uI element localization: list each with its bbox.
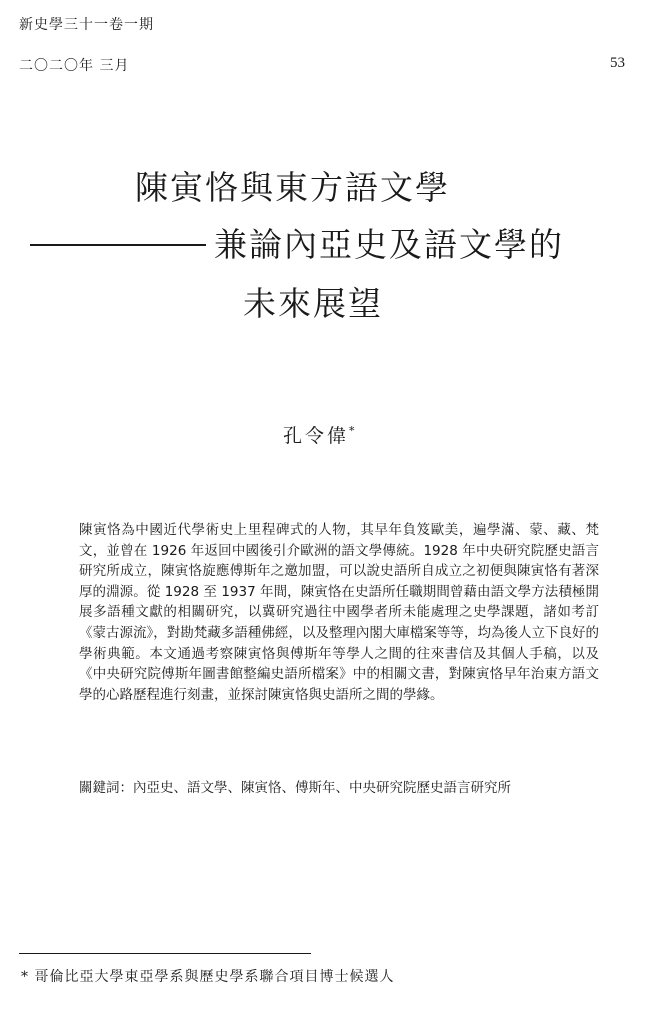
author-footnote: * 哥倫比亞大學東亞學系與歷史學系聯合項目博士候選人 (21, 969, 395, 985)
author-name: 孔令偉 (283, 425, 350, 447)
title-line-3: 未來展望 (243, 284, 383, 323)
author (283, 421, 355, 448)
title-line-1: 陳寅恪與東方語文學 (135, 168, 450, 207)
keywords: 關鍵詞：內亞史、語文學、陳寅恪、傅斯年、中央研究院歷史語言研究所 (79, 780, 511, 796)
abstract: 陳寅恪為中國近代學術史上里程碑式的人物，其早年負笈歐美，遍學滿、蒙、藏、梵文，並曾在 1926 年返回中國後引介歐洲的語文學傳統。1928 年中央研究院歷史語言研究所成立，陳寅恪旋應傅斯年之邀加盟，可以說史語所自成立之初便與陳寅恪有著深厚的淵源。從 1928 至 1937 年間，陳寅恪在史語所任職期間曾藉由語文學方法積極開展多語種文獻的相關研究，以冀研究過往中國學者所未能處理之史學課題，諸如考訂《蒙古源流》，對勘梵藏多語種佛經，以及整理內閣大庫檔案等等，均為後人立下良好的學術典範。本文通過考察陳寅恪與傅斯年等學人之間的往來書信及其個人手稿，以及《中央研究院傅斯年圖書館整編史語所檔案》中的相關文書，對陳寅恪早年治東方語文學的心路歷程進行刻畫，並探討陳寅恪與史語所之間的學緣。 (79, 522, 599, 703)
issue-date: 二〇二〇年 三月 (19, 58, 130, 74)
page-number: 53 (610, 55, 625, 71)
author-footnote-mark: * (349, 424, 355, 438)
title-line-2 (30, 225, 564, 264)
footnote-divider (19, 953, 311, 954)
journal-name: 新史學三十一卷一期 (19, 17, 154, 33)
subtitle-text: 兼論內亞史及語文學的 (214, 225, 564, 264)
subtitle-dash (30, 244, 206, 246)
